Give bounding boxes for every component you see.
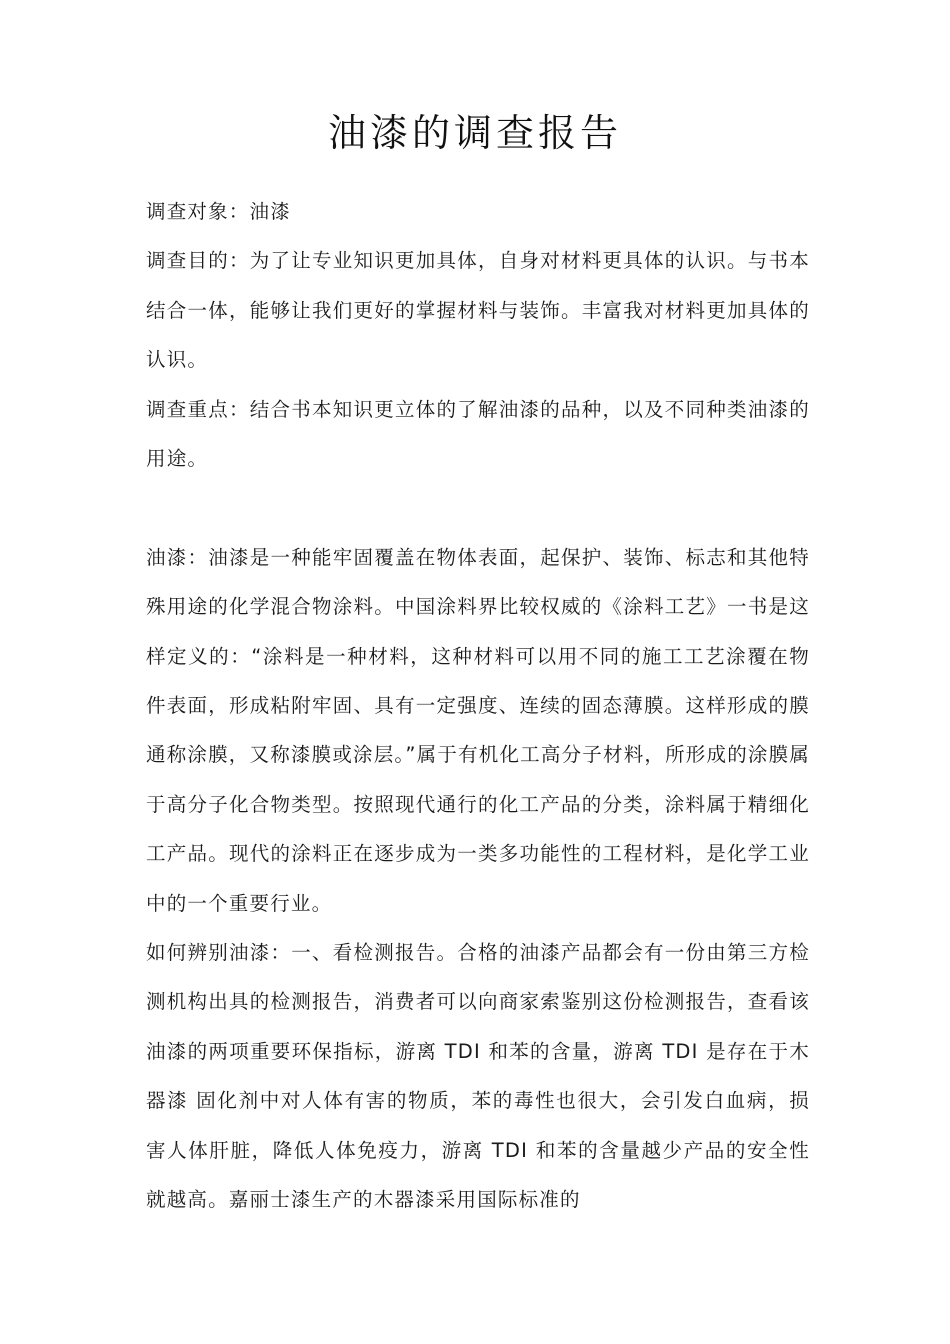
paragraph-survey-purpose: 调查目的：为了让专业知识更加具体，自身对材料更具体的认识。与书本结合一体，能够让我们更好的掌握材料与装饰。丰富我对材料更加具体的认识。 [146, 249, 810, 372]
paragraph-spacer [146, 483, 810, 532]
paragraph-survey-object: 调查对象：油漆 [146, 200, 291, 223]
document-body [146, 187, 810, 1225]
paragraph-paint-identification: 如何辨别油漆：一、看检测报告。合格的油漆产品都会有一份由第三方检测机构出具的检测报告，消费者可以向商家索鉴别这份检测报告，查看该油漆的两项重要环保指标，游离 TDI 和苯的含量，游离 TDI 是存在于木器漆 固化剂中对人体有害的物质，苯的毒性也很大，会引发白血病，损害人体肝脏，降低人体免疫力，游离 TDI 和苯的含量越少产品的安全性就越高。嘉丽士漆生产的木器漆采用国际标准的 [146, 941, 810, 1212]
paragraph-paint-definition: 油漆：油漆是一种能牢固覆盖在物体表面，起保护、装饰、标志和其他特殊用途的化学混合物涂料。中国涂料界比较权威的《涂料工艺》一书是这样定义的：“涂料是一种材料，这种材料可以用不同的施工工艺涂覆在物件表面，形成粘附牢固、具有一定强度、连续的固态薄膜。这样形成的膜通称涂膜，又称漆膜或涂层。”属于有机化工高分子材料，所形成的涂膜属于高分子化合物类型。按照现代通行的化工产品的分类，涂料属于精细化工产品。现代的涂料正在逐步成为一类多功能性的工程材料，是化学工业中的一个重要行业。 [146, 545, 810, 915]
document-title: 油漆的调查报告 [327, 111, 622, 155]
paragraph-survey-focus: 调查重点：结合书本知识更立体的了解油漆的品种，以及不同种类油漆的用途。 [146, 397, 810, 471]
